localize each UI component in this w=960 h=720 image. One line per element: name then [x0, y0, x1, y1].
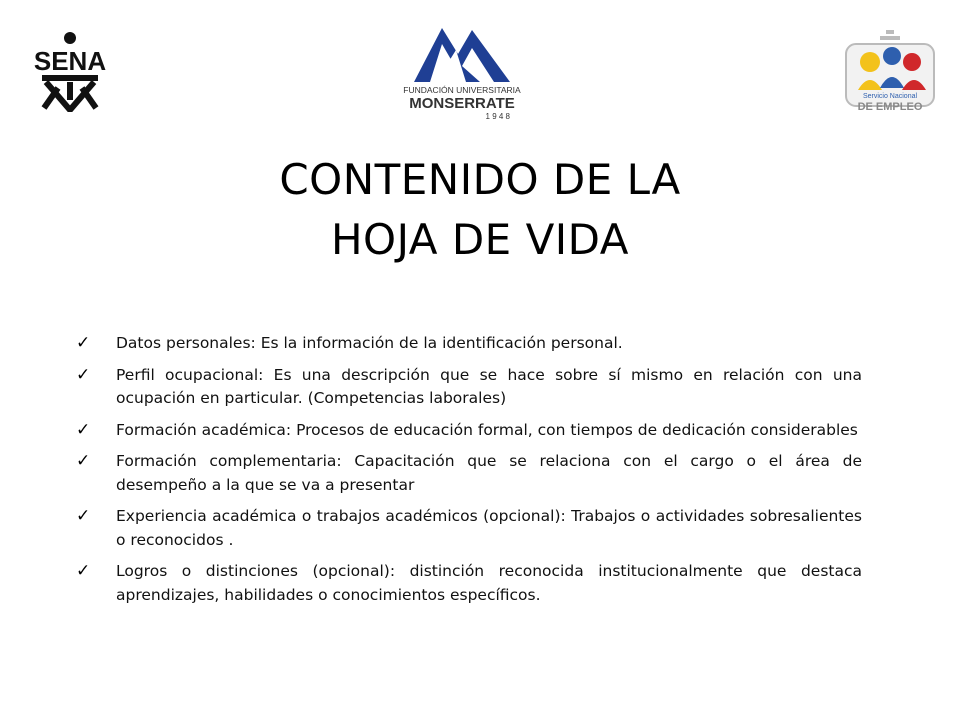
list-item-text: Logros o distinciones (opcional): distinción reconocida institucionalmente que destaca aprendizajes, habilidades o conocimientos específicos.	[116, 562, 862, 604]
monserrate-line1: FUNDACIÓN UNIVERSITARIA	[403, 85, 521, 95]
list-item	[76, 332, 862, 356]
monserrate-logo	[392, 20, 532, 124]
content-list	[76, 332, 862, 615]
slide-title	[0, 150, 960, 270]
checkmark-icon: ✓	[76, 561, 91, 581]
list-item	[76, 560, 862, 607]
list-item-text: Datos personales: Es la información de la identificación personal.	[116, 334, 623, 352]
sena-logo	[24, 30, 116, 112]
list-item-text: Experiencia académica o trabajos académicos (opcional): Trabajos o actividades sobresalientes o reconocidos .	[116, 507, 862, 549]
list-item	[76, 505, 862, 552]
checkmark-icon: ✓	[76, 451, 91, 471]
empleo-line2: DE EMPLEO	[857, 101, 923, 113]
list-item	[76, 419, 862, 443]
monserrate-line2: MONSERRATE	[409, 95, 515, 112]
monserrate-year: 1 9 4 8	[485, 112, 510, 121]
list-item-text: Formación académica: Procesos de educación formal, con tiempos de dedicación considerables	[116, 420, 858, 439]
list-item	[76, 450, 862, 497]
title-line-1: CONTENIDO DE LA	[279, 155, 681, 204]
list-item-text: Formación complementaria: Capacitación que se relaciona con el cargo o el área de desempeño a la que se va a presentar	[116, 452, 862, 494]
title-line-2: HOJA DE VIDA	[330, 215, 630, 264]
checkmark-icon: ✓	[76, 364, 91, 385]
checkmark-icon: ✓	[76, 333, 91, 353]
checkmark-icon: ✓	[76, 506, 91, 526]
list-item-text: Perfil ocupacional: Es una descripción que se hace sobre sí mismo en relación con una ocupación en particular. (Competencias laborales)	[116, 365, 862, 407]
empleo-line1: Servicio Nacional	[862, 93, 918, 100]
checkmark-icon: ✓	[76, 419, 91, 440]
servicio-empleo-logo	[842, 28, 938, 114]
sena-logo-text: SENA	[33, 46, 107, 76]
list-item	[76, 364, 862, 411]
